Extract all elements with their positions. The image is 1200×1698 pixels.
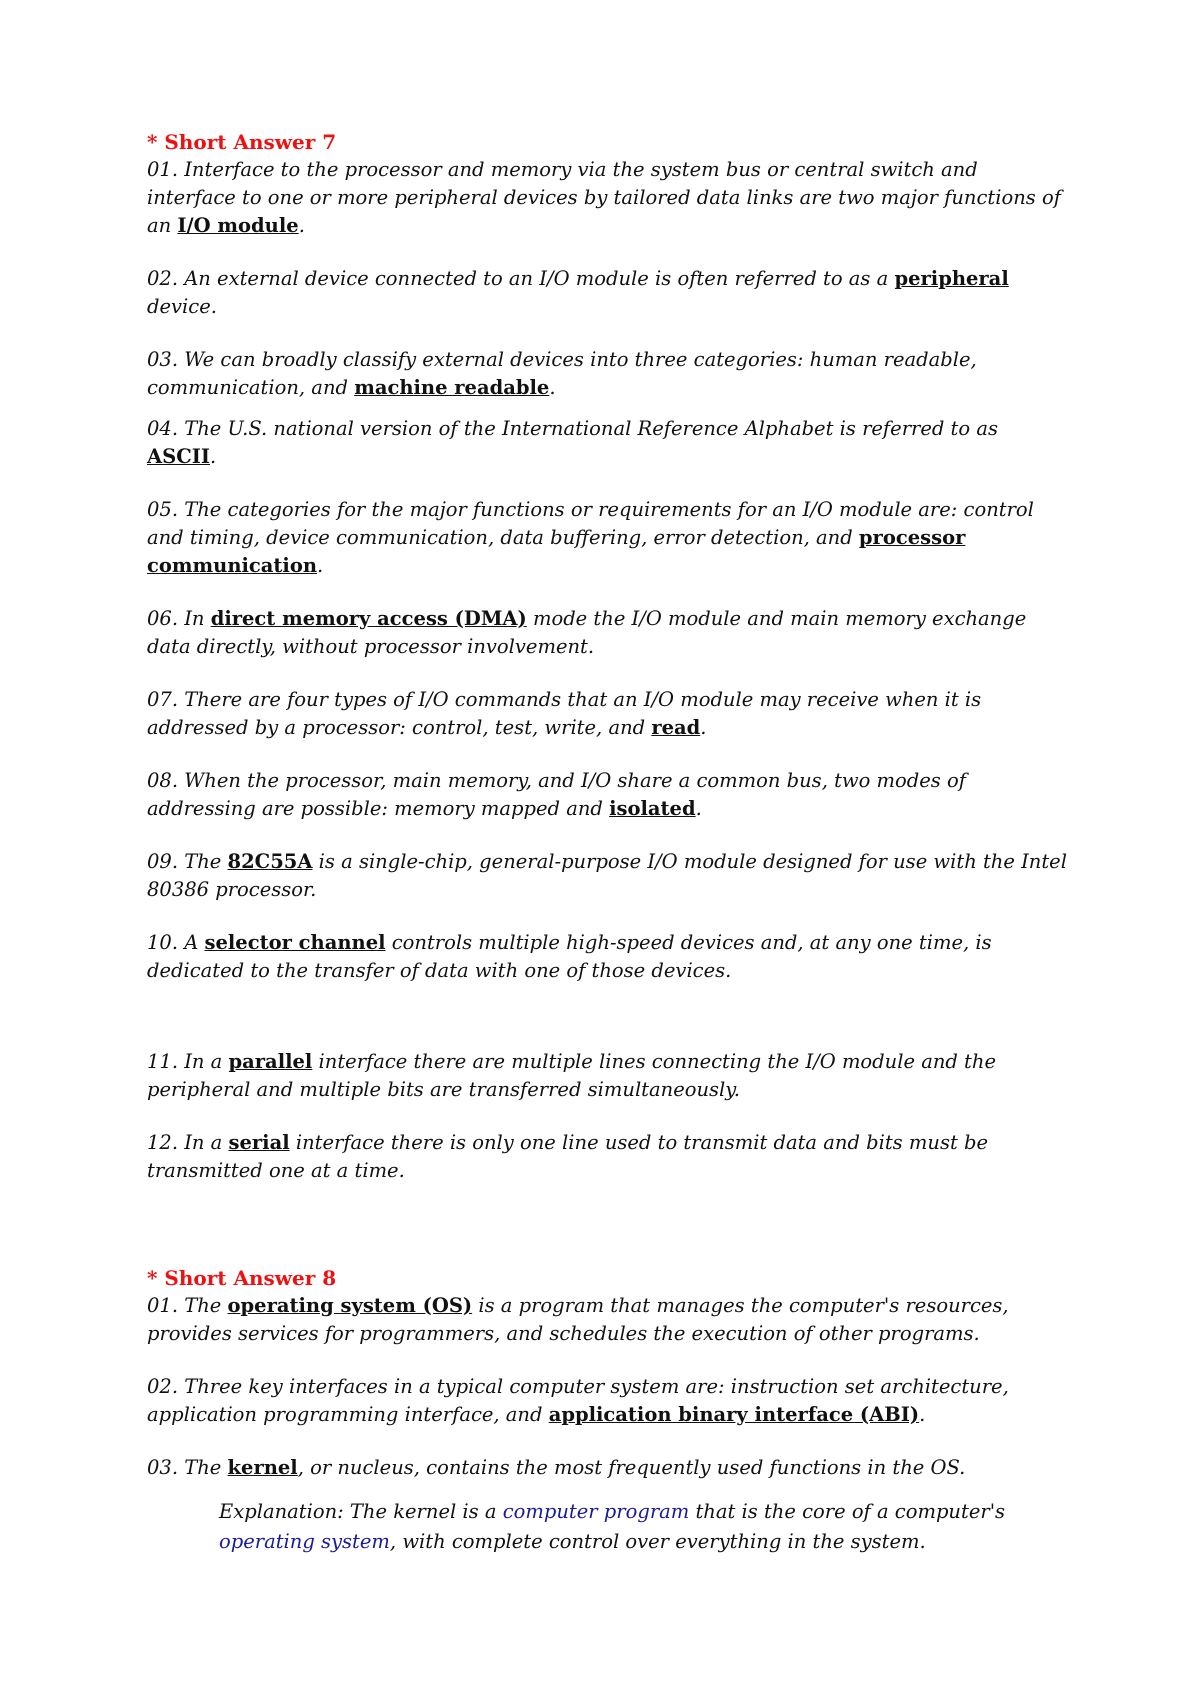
answer-term: application binary interface (ABI) [548,1403,920,1426]
question-item: 01. Interface to the processor and memory via the system bus or central switch and interface to one or more peripheral devices by tailored data links are two major functions of an I/O module. [147,158,1061,237]
question-item: 03. The kernel, or nucleus, contains the most frequently used functions in the OS. [147,1456,966,1479]
answer-term: parallel [228,1050,313,1073]
question-item: 03. We can broadly classify external devices into three categories: human readable, communication, and machine readable. [147,348,977,399]
answer-term: selector channel [204,931,386,954]
explanation: Explanation: The kernel is a computer program that is the core of a computer's operating system, with complete control over everything in the system. [219,1500,1006,1553]
question-item: 11. In a parallel interface there are multiple lines connecting the I/O module and the peripheral and multiple bits are transferred simultaneously. [147,1050,996,1101]
question-item: 08. When the processor, main memory, and I/O share a common bus, two modes of addressing are possible: memory mapped and isolated. [147,769,966,820]
question-item: 12. In a serial interface there is only one line used to transmit data and bits must be transmitted one at a time. [147,1131,989,1182]
question-item: 02. Three key interfaces in a typical computer system are: instruction set architecture, application programming interface, and application binary interface (ABI). [147,1375,1009,1426]
link-computer-program[interactable]: computer program [502,1500,690,1523]
spacer [147,1210,1067,1264]
answer-term: serial [228,1131,290,1154]
answer-term: peripheral [894,267,1009,290]
section-heading: * Short Answer 7 [147,130,337,154]
question-item: 05. The categories for the major functions or requirements for an I/O module are: control and timing, device communication, data buffering, error detection, and processor communication. [147,498,1034,577]
link-operating-system[interactable]: operating system [219,1530,390,1553]
answer-term: 82C55A [227,850,313,873]
question-item: 10. A selector channel controls multiple high-speed devices and, at any one time, is dedicated to the transfer of data with one of those devices. [147,931,992,982]
answer-term: ASCII [147,445,210,468]
answer-term: kernel [227,1456,298,1479]
question-item: 04. The U.S. national version of the International Reference Alphabet is referred to as ASCII. [147,417,998,468]
document-page [147,128,1067,1557]
answer-term: operating system (OS) [227,1294,473,1317]
question-item: 06. In direct memory access (DMA) mode the I/O module and main memory exchange data directly, without processor involvement. [147,607,1027,658]
spacer [147,1010,1067,1048]
question-item: 01. The operating system (OS) is a program that manages the computer's resources, provides services for programmers, and schedules the execution of other programs. [147,1294,1009,1345]
question-item: 09. The 82C55A is a single-chip, general-purpose I/O module designed for use with the Intel 80386 processor. [147,850,1067,901]
answer-term: direct memory access (DMA) [210,607,527,630]
answer-term: machine readable [354,376,550,399]
answer-term: isolated [609,797,696,820]
answer-term: I/O module [177,214,299,237]
answer-term: processor communication [147,526,966,577]
section-heading: * Short Answer 8 [147,1266,337,1290]
question-item: 07. There are four types of I/O commands that an I/O module may receive when it is addressed by a processor: control, test, write, and read. [147,688,982,739]
question-item: 02. An external device connected to an I/O module is often referred to as a peripheral device. [147,267,1009,318]
answer-term: read [651,716,701,739]
